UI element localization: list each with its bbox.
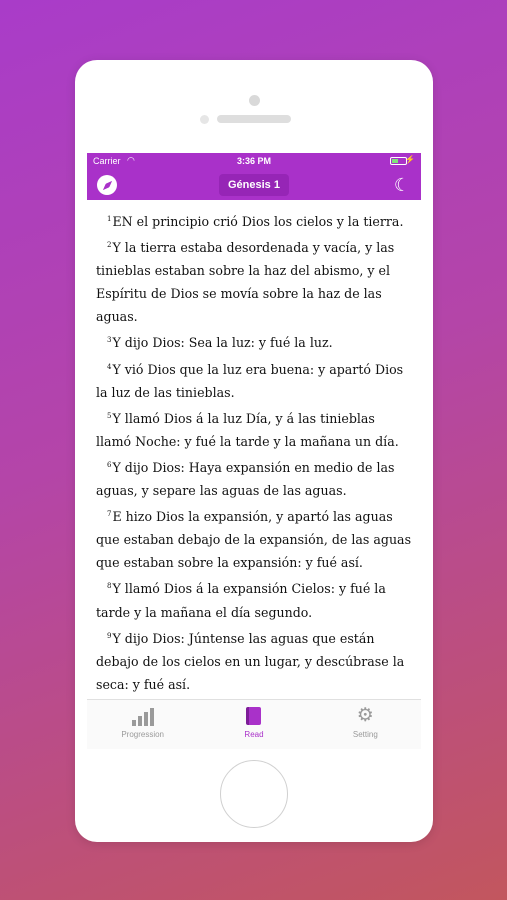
progression-icon [132,706,154,726]
tab-label: Read [244,730,264,739]
verse [96,503,413,574]
verse [96,329,413,354]
verse-text: Y vió Dios que la luz era buena: y apartó Dios la luz de las tinieblas. [96,361,404,400]
phone-frame [75,60,433,842]
verse-number: 1 [107,215,112,223]
gear-icon: ⚙ [356,705,374,726]
camera [249,95,260,106]
verse-number: 4 [107,362,112,371]
tab-label: Setting [352,730,378,739]
night-mode-icon[interactable]: ☾ [393,175,411,195]
verse [96,356,413,404]
verse-text: Y dijo Dios: Sea la luz: y fué la luz. [112,335,333,351]
verse [96,575,413,623]
verse [96,454,413,502]
book-icon [243,706,265,726]
verse-text: Y dijo Dios: Júntense las aguas que están debajo de los cielos en un lugar, y descúbrase la seca: y fué así. [96,630,405,692]
chapter-title-button[interactable]: Génesis 1 [219,174,289,196]
verse-text: EN el principio crió Dios los cielos y la tierra. [112,214,404,230]
status-bar [87,153,421,170]
verse-text: Y la tierra estaba desordenada y vacía, y las tinieblas estaban sobre la haz del abismo, y el Espíritu de Dios se movía sobre la haz de las aguas. [96,240,395,325]
sensor [200,115,209,124]
verse-number: 3 [107,336,112,345]
verse [96,234,413,328]
verse [96,405,413,453]
verse-number: 9 [107,631,112,640]
verse-text: E hizo Dios la expansión, y apartó las aguas que estaban debajo de la expansión, de las aguas que estaban sobre la expansión: y fué así. [96,509,412,571]
reading-content[interactable] [87,200,421,699]
verse-number: 6 [107,460,112,469]
home-button[interactable] [220,760,288,828]
carrier-label: Carrier [93,156,121,166]
wifi-icon: ◠ [127,155,135,165]
verse-number: 7 [107,510,112,519]
verse-number: 8 [107,582,112,591]
tab-setting[interactable] [310,700,421,749]
verse-text: Y llamó Dios á la expansión Cielos: y fué la tarde y la mañana el día segundo. [96,581,386,620]
speaker [217,115,291,123]
app-screen [87,153,421,749]
verse-text: Y llamó Dios á la luz Día, y á las tinieblas llamó Noche: y fué la tarde y la mañana un día. [96,410,399,449]
tab-bar [87,699,421,749]
charging-icon: ⚡ [405,155,415,164]
nav-bar [87,170,421,200]
tab-progression[interactable] [87,700,198,749]
status-time: 3:36 PM [236,156,271,166]
verse [96,625,413,696]
verse-text: Y dijo Dios: Haya expansión en medio de las aguas, y separe las aguas de las aguas. [96,460,395,499]
verse-number: 2 [107,241,112,250]
verse [96,208,413,233]
verse-number: 5 [107,411,112,420]
tab-read[interactable] [198,700,309,749]
compass-icon[interactable] [97,175,117,195]
tab-label: Progression [121,730,164,739]
